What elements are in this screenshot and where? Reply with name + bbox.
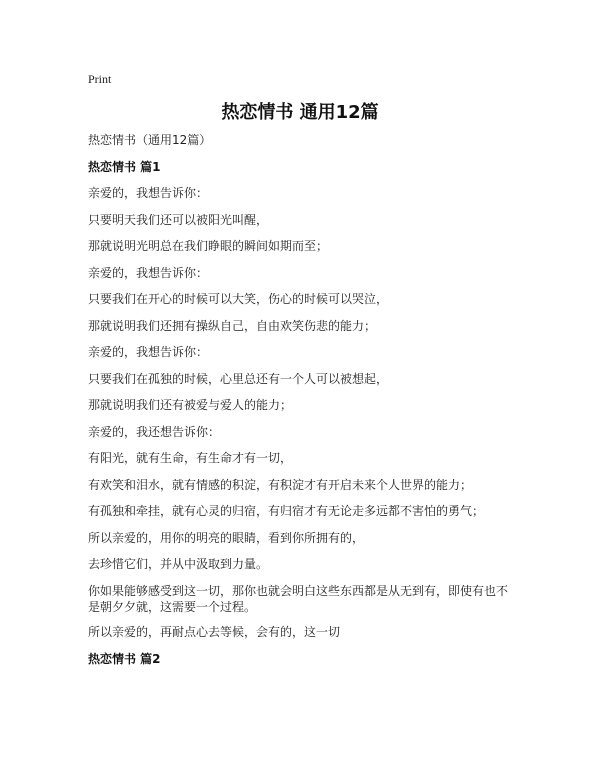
paragraph: 亲爱的，我想告诉你： (88, 186, 209, 200)
document-subtitle: 热恋情书（通用12篇） (88, 133, 212, 147)
document-content (88, 132, 518, 677)
section-heading: 热恋情书 篇1 (88, 159, 161, 174)
paragraph: 那就说明我们还有被爱与爱人的能力； (88, 398, 293, 412)
paragraph: 只要明天我们还可以被阳光叫醒， (88, 212, 269, 227)
paragraph: 有阳光，就有生命，有生命才有一切， (88, 451, 293, 465)
paragraph: 亲爱的，我想告诉你： (88, 265, 209, 280)
paragraph: 亲爱的，我还想告诉你： (88, 424, 221, 439)
paragraph: 所以亲爱的，再耐点心去等候，会有的，这一切 (88, 625, 341, 639)
paragraph: 亲爱的，我想告诉你： (88, 345, 209, 359)
print-label[interactable]: Print (88, 72, 112, 86)
paragraph: 只要我们在开心的时候可以大笑，伤心的时候可以哭泣， (88, 292, 389, 306)
paragraph: 只要我们在孤独的时候，心里总还有一个人可以被想起， (88, 371, 389, 386)
paragraph: 有孤独和牵挂，就有心灵的归宿，有归宿才有无论走多远都不害怕的勇气； (88, 504, 485, 518)
document-title: 热恋情书 通用12篇 (221, 102, 379, 123)
paragraph: 你如果能够感受到这一切，那你也就会明白这些东西都是从无到有，即使有也不是朝夕夕就，这需要一个过程。 (88, 583, 509, 614)
paragraph: 那就说明光明总在我们睁眼的瞬间如期而至； (88, 239, 329, 253)
paragraph: 所以亲爱的，用你的明亮的眼睛，看到你所拥有的， (88, 530, 365, 545)
paragraph: 那就说明我们还拥有操纵自己，自由欢笑伤悲的能力； (88, 318, 377, 333)
paragraph: 去珍惜它们，并从中汲取到力量。 (88, 557, 269, 571)
section-heading: 热恋情书 篇2 (88, 651, 161, 666)
paragraph: 有欢笑和泪水，就有情感的积淀，有积淀才有开启未来个人世界的能力； (88, 477, 473, 492)
